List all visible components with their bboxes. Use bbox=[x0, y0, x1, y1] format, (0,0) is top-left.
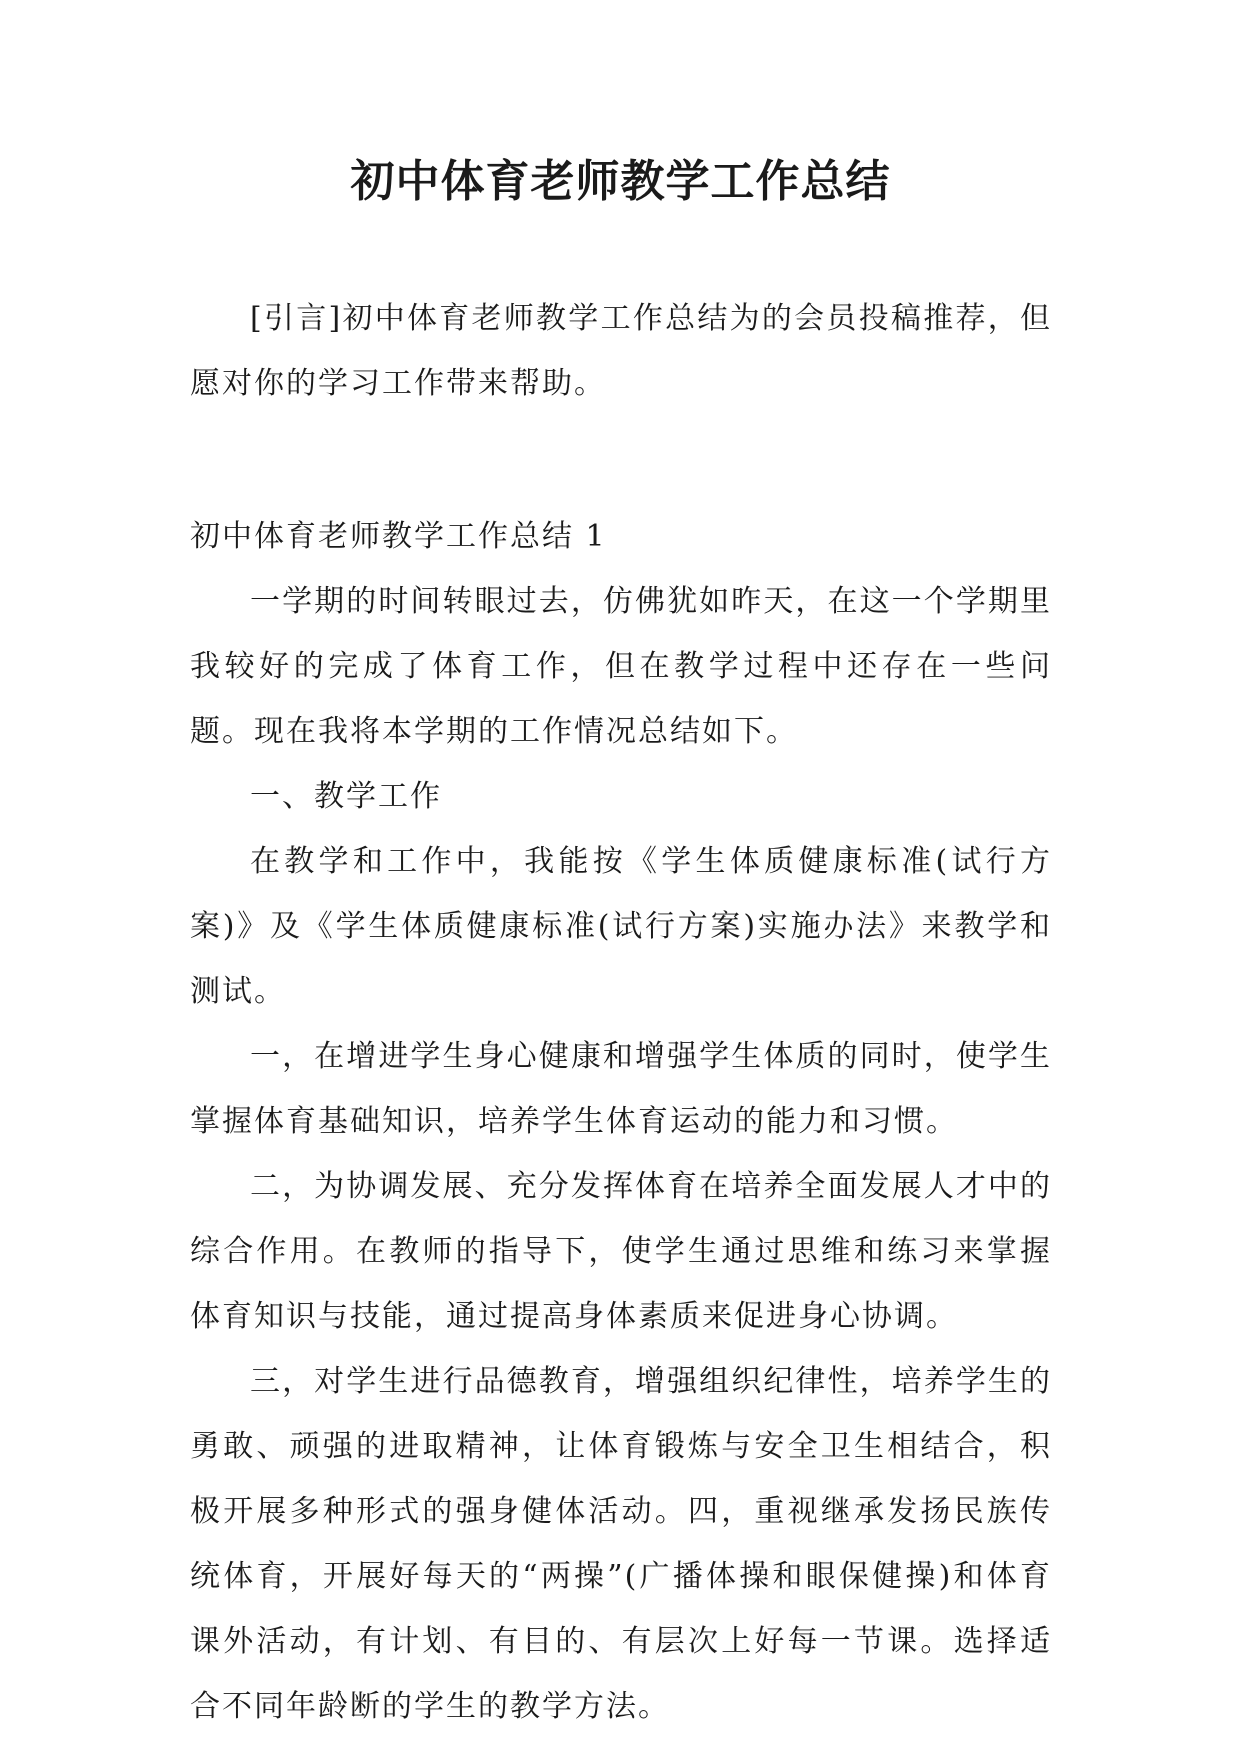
paragraph: 在教学和工作中，我能按《学生体质健康标准(试行方案)》及《学生体质健康标准(试行方案)实施办法》来教学和测试。 bbox=[190, 844, 1052, 1009]
document-body bbox=[190, 286, 1052, 1739]
paragraph: 一学期的时间转眼过去，仿佛犹如昨天，在这一个学期里我较好的完成了体育工作，但在教学过程中还存在一些问题。现在我将本学期的工作情况总结如下。 bbox=[190, 584, 1052, 749]
paragraph: 三，对学生进行品德教育，增强组织纪律性，培养学生的勇敢、顽强的进取精神，让体育锻炼与安全卫生相结合，积极开展多种形式的强身健体活动。四，重视继承发扬民族传统体育，开展好每天的“两操”(广播体操和眼保健操)和体育课外活动，有计划、有目的、有层次上好每一节课。选择适合不同年龄断的学生的教学方法。 bbox=[190, 1364, 1052, 1724]
paragraph-heading: 一、教学工作 bbox=[250, 779, 442, 814]
paragraph: 二，为协调发展、充分发挥体育在培养全面发展人才中的综合作用。在教师的指导下，使学生通过思维和练习来掌握体育知识与技能，通过提高身体素质来促进身心协调。 bbox=[190, 1169, 1052, 1334]
spacer bbox=[190, 416, 1052, 504]
section-heading: 初中体育老师教学工作总结 1 bbox=[190, 519, 607, 554]
document-title: 初中体育老师教学工作总结 bbox=[350, 156, 891, 207]
paragraph: 一，在增进学生身心健康和增强学生体质的同时，使学生掌握体育基础知识，培养学生体育运动的能力和习惯。 bbox=[190, 1039, 1052, 1139]
intro-paragraph: [引言]初中体育老师教学工作总结为的会员投稿推荐，但愿对你的学习工作带来帮助。 bbox=[190, 301, 1052, 401]
